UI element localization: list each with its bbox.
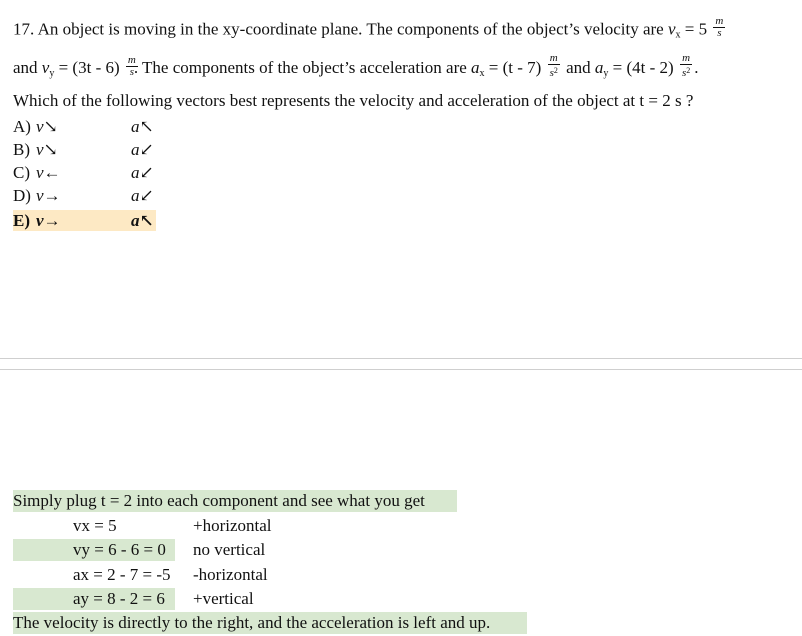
and-text-2: and: [566, 57, 591, 77]
acceleration-arrow: a↖: [131, 211, 154, 230]
choice-letter: E): [13, 211, 30, 230]
question-number: 17.: [13, 19, 35, 39]
vy-symbol: v: [41, 57, 50, 77]
direction-note: -horizontal: [193, 565, 268, 584]
unit-fraction: $\frac{m}{s}$: [127, 53, 136, 78]
ay-value: = (4t - 2): [612, 57, 674, 77]
ay-symbol: a: [594, 57, 604, 77]
solution-row-ay: [13, 588, 254, 610]
equation: ax = 2 - 7 = -5: [73, 565, 171, 584]
question-line-3: Which of the following vectors best represents the velocity and acceleration of the object at t = 2 s ?: [13, 91, 694, 110]
acceleration-arrow: a↖: [131, 117, 154, 136]
velocity-arrow: v→: [36, 186, 61, 205]
vx-symbol: v: [667, 19, 676, 39]
solution-intro: [13, 490, 457, 512]
direction-note: no vertical: [193, 540, 266, 559]
question-text-1: An object is moving in the xy-coordinate plane. The components of the object’s velocity are: [37, 19, 664, 39]
solution-conclusion: [13, 612, 527, 634]
velocity-arrow: v↘: [36, 140, 58, 159]
vy-subscript: y: [49, 67, 55, 79]
choice-letter: D): [13, 186, 31, 205]
ay-subscript: y: [603, 67, 609, 79]
ax-symbol: a: [471, 57, 480, 77]
unit-fraction: $\frac{m}{s}$: [715, 15, 724, 39]
question-text-2: . The components of the object’s acceleration are: [133, 57, 467, 77]
equation: ay = 8 - 2 = 6: [73, 589, 165, 608]
vy-value: = (3t - 6): [58, 57, 120, 77]
accel-unit-fraction: $\frac{m}{s^2}$: [549, 52, 558, 79]
and-text: and: [13, 57, 38, 77]
question-line-1: [13, 15, 727, 42]
choice-letter: B): [13, 140, 30, 159]
equation: vy = 6 - 6 = 0: [73, 540, 166, 559]
choice-letter: C): [13, 163, 30, 182]
question-line-2: and $v_y = (3t - 6)$ $\frac{m}{s}$ . The components of the object’s acceleration are $a_x = (t - 7)$ $\frac{m}{s^2}$ and $a_y = (4t - 2)$ $\frac{m}{s^2}$ .: [13, 52, 699, 79]
solution-row-vx: [13, 515, 283, 537]
solution-intro-text: Simply plug t = 2 into each component and see what you get: [13, 491, 425, 510]
velocity-arrow: v←: [36, 163, 61, 182]
velocity-arrow: v↘: [36, 117, 58, 136]
velocity-arrow: v→: [36, 211, 61, 230]
vx-subscript: x: [675, 29, 681, 41]
equation: vx = 5: [73, 516, 117, 535]
choice-e-correct[interactable]: [13, 210, 156, 231]
acceleration-arrow: a↙: [131, 186, 154, 205]
acceleration-arrow: a↙: [131, 140, 154, 159]
vx-value: = 5: [684, 19, 708, 39]
direction-note: +horizontal: [193, 516, 272, 535]
solution-row-ax: [13, 564, 283, 586]
acceleration-arrow: a↙: [131, 163, 154, 182]
direction-note: +vertical: [193, 589, 254, 608]
ax-value: = (t - 7): [488, 57, 542, 77]
accel-unit-fraction: $\frac{m}{s^2}$: [681, 52, 691, 79]
divider-top: [0, 358, 802, 359]
solution-row-vy: [13, 539, 266, 561]
divider-bottom: [0, 369, 802, 370]
choice-letter: A): [13, 117, 31, 136]
solution-conclusion-text: The velocity is directly to the right, and the acceleration is left and up.: [13, 613, 491, 632]
ax-subscript: x: [479, 67, 485, 79]
